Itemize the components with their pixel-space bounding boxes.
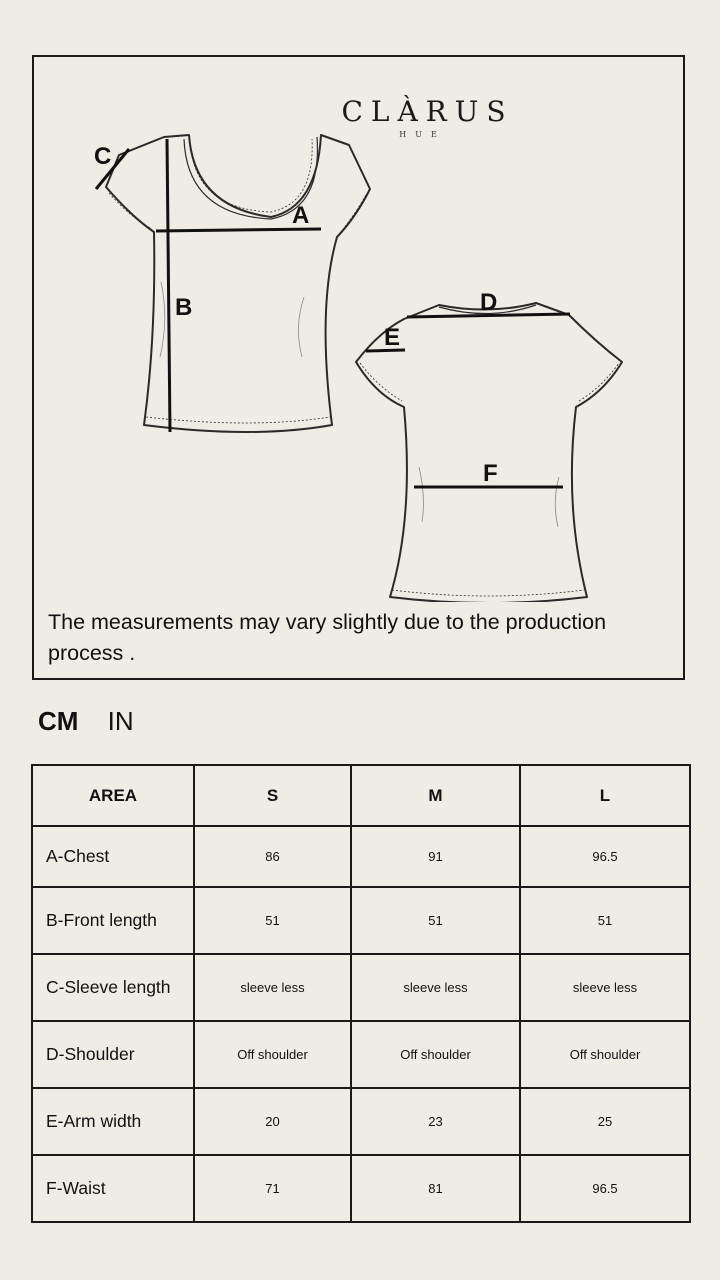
cell-l: 96.5: [520, 826, 690, 887]
row-area-label: D-Shoulder: [32, 1021, 194, 1088]
cell-s: 86: [194, 826, 351, 887]
row-area-label: E-Arm width: [32, 1088, 194, 1155]
garment-diagram: [34, 57, 684, 602]
back-sleeve-right-stitch: [579, 363, 619, 401]
measure-line-b: [167, 139, 170, 432]
cell-m: 81: [351, 1155, 520, 1222]
cell-m: 91: [351, 826, 520, 887]
label-c: C: [94, 143, 112, 170]
table-row: [32, 954, 690, 1021]
back-hem-stitch: [392, 590, 584, 596]
front-sleeve-right-stitch: [340, 193, 367, 233]
front-side-shadow-left: [160, 282, 165, 357]
unit-toggle: [38, 706, 134, 737]
table-row: [32, 1155, 690, 1222]
cell-s: Off shoulder: [194, 1021, 351, 1088]
table-row: [32, 1088, 690, 1155]
cell-s: 51: [194, 887, 351, 954]
header-area: AREA: [32, 765, 194, 826]
table-row: [32, 826, 690, 887]
unit-in-option[interactable]: IN: [107, 706, 134, 736]
size-table: [31, 764, 691, 1223]
row-area-label: B-Front length: [32, 887, 194, 954]
cell-m: Off shoulder: [351, 1021, 520, 1088]
unit-cm-option[interactable]: CM: [38, 706, 79, 736]
cell-m: 51: [351, 887, 520, 954]
header-size-m: M: [351, 765, 520, 826]
row-area-label: C-Sleeve length: [32, 954, 194, 1021]
cell-m: 23: [351, 1088, 520, 1155]
header-size-s: S: [194, 765, 351, 826]
measurement-note: The measurements may vary slightly due to the production process .: [48, 610, 607, 665]
front-shirt-outline: [106, 135, 370, 432]
cell-s: 20: [194, 1088, 351, 1155]
brand-subtitle: HUE: [399, 130, 446, 139]
front-side-shadow-right: [298, 297, 304, 357]
label-b: B: [175, 294, 193, 321]
row-area-label: A-Chest: [32, 826, 194, 887]
cell-l: sleeve less: [520, 954, 690, 1021]
cell-l: 51: [520, 887, 690, 954]
size-guide-frame: [32, 55, 685, 680]
table-row: [32, 887, 690, 954]
header-size-l: L: [520, 765, 690, 826]
label-a: A: [292, 202, 310, 229]
front-hem-stitch: [146, 417, 330, 423]
table-row: [32, 1021, 690, 1088]
cell-l: Off shoulder: [520, 1021, 690, 1088]
back-sleeve-left-stitch: [360, 363, 402, 401]
cell-l: 96.5: [520, 1155, 690, 1222]
label-f: F: [483, 460, 498, 487]
label-e: E: [384, 324, 401, 351]
cell-l: 25: [520, 1088, 690, 1155]
table-header-row: [32, 765, 690, 826]
label-d: D: [480, 289, 498, 316]
cell-s: 71: [194, 1155, 351, 1222]
cell-m: sleeve less: [351, 954, 520, 1021]
cell-s: sleeve less: [194, 954, 351, 1021]
row-area-label: F-Waist: [32, 1155, 194, 1222]
brand-name: CLÀRUS: [341, 95, 514, 128]
measure-line-a: [156, 229, 321, 231]
